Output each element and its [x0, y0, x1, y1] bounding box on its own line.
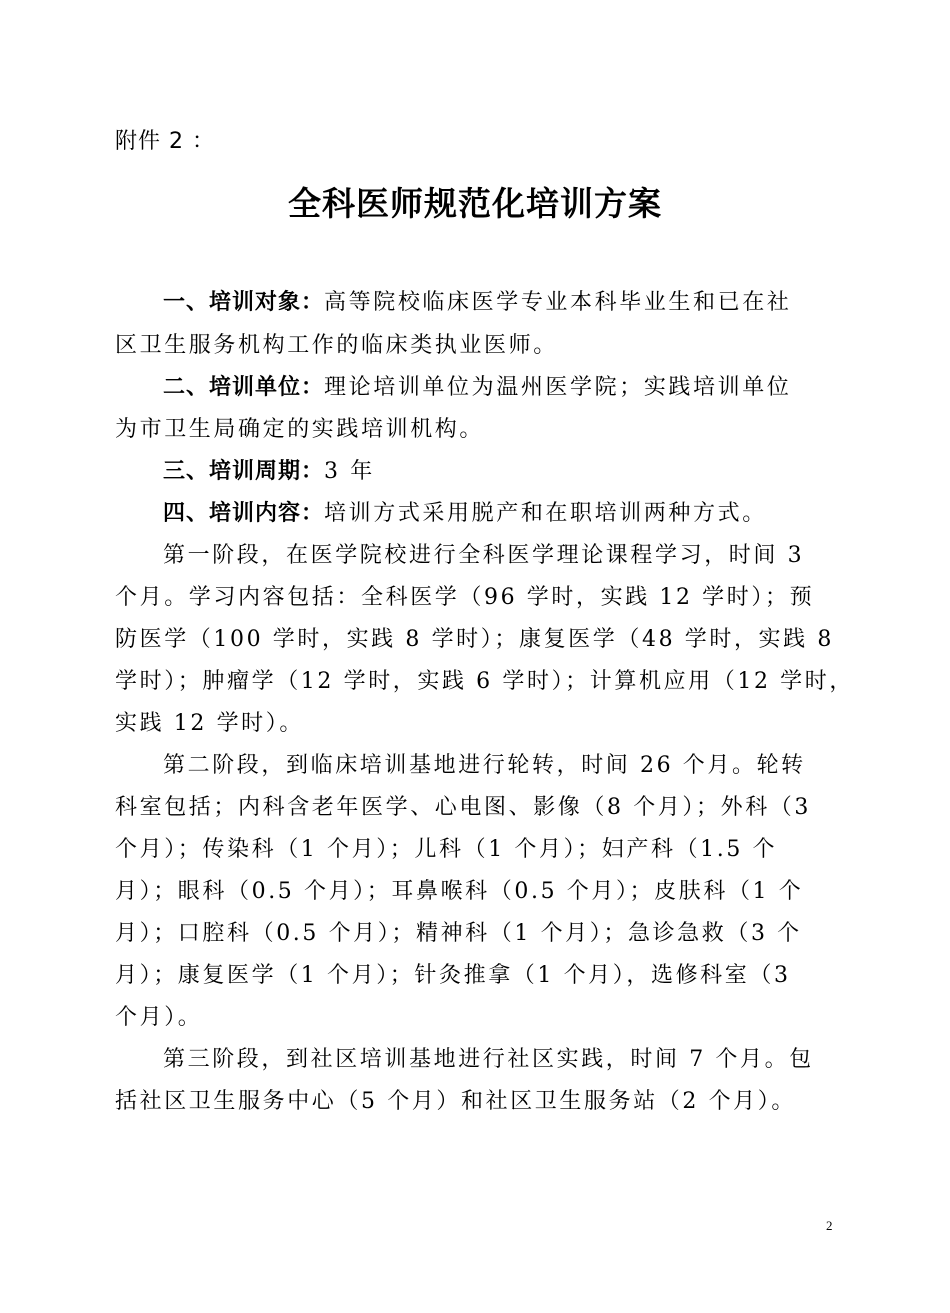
stage3-line: 括社区卫生服务中心（5 个月）和社区卫生服务站（2 个月）。: [115, 1089, 796, 1114]
attachment-label: 附件 2 ：: [115, 129, 215, 154]
stage1-line: 个月。学习内容包括：全科医学（96 学时，实践 12 学时）；预: [115, 585, 815, 610]
section-text: 理论培训单位为温州医学院；实践培训单位: [324, 375, 792, 400]
section-text-continued: 为市卫生局确定的实践培训机构。: [115, 417, 485, 442]
stage2-line: 第二阶段，到临床培训基地进行轮转，时间 26 个月。轮转: [163, 753, 806, 778]
section-training-period: [163, 457, 375, 487]
section-text: 3 年: [324, 459, 375, 484]
section-heading: 一、培训对象：: [163, 290, 325, 315]
stage1-line: 学时）；肿瘤学（12 学时，实践 6 学时）；计算机应用（12 学时，: [115, 669, 854, 694]
stage2-line: 月）；眼科（0.5 个月）；耳鼻喉科（0.5 个月）；皮肤科（1 个: [115, 879, 804, 904]
section-heading: 二、培训单位：: [163, 375, 325, 400]
stage1-line: 防医学（100 学时，实践 8 学时）；康复医学（48 学时，实践 8: [115, 627, 834, 652]
section-text-continued: 区卫生服务机构工作的临床类执业医师。: [115, 333, 558, 358]
stage2-line: 个月）。: [115, 1005, 203, 1030]
page-number: 2: [826, 1218, 833, 1233]
stage2-line: 月）；口腔科（0.5 个月）；精神科（1 个月）；急诊急救（3 个: [115, 921, 802, 946]
stage1-line: 第一阶段，在医学院校进行全科医学理论课程学习，时间 3: [163, 543, 805, 568]
section-text: 高等院校临床医学专业本科毕业生和已在社: [324, 290, 792, 315]
section-training-unit: [163, 373, 791, 403]
section-heading: 四、培训内容：: [163, 501, 325, 526]
section-training-content: [163, 499, 767, 529]
stage2-line: 个月）；传染科（1 个月）；儿科（1 个月）；妇产科（1.5 个: [115, 837, 778, 862]
stage2-line: 科室包括；内科含老年医学、心电图、影像（8 个月）；外科（3: [115, 795, 811, 820]
stage1-line: 实践 12 学时）。: [115, 711, 304, 736]
section-heading: 三、培训周期：: [163, 459, 325, 484]
document-title: 全科医师规范化培训方案: [288, 184, 662, 223]
stage2-line: 月）；康复医学（1 个月）；针灸推拿（1 个月），选修科室（3: [115, 963, 791, 988]
stage3-line: 第三阶段，到社区培训基地进行社区实践，时间 7 个月。包: [163, 1047, 814, 1072]
section-text: 培训方式采用脱产和在职培训两种方式。: [324, 501, 767, 526]
section-training-target: [163, 288, 791, 318]
